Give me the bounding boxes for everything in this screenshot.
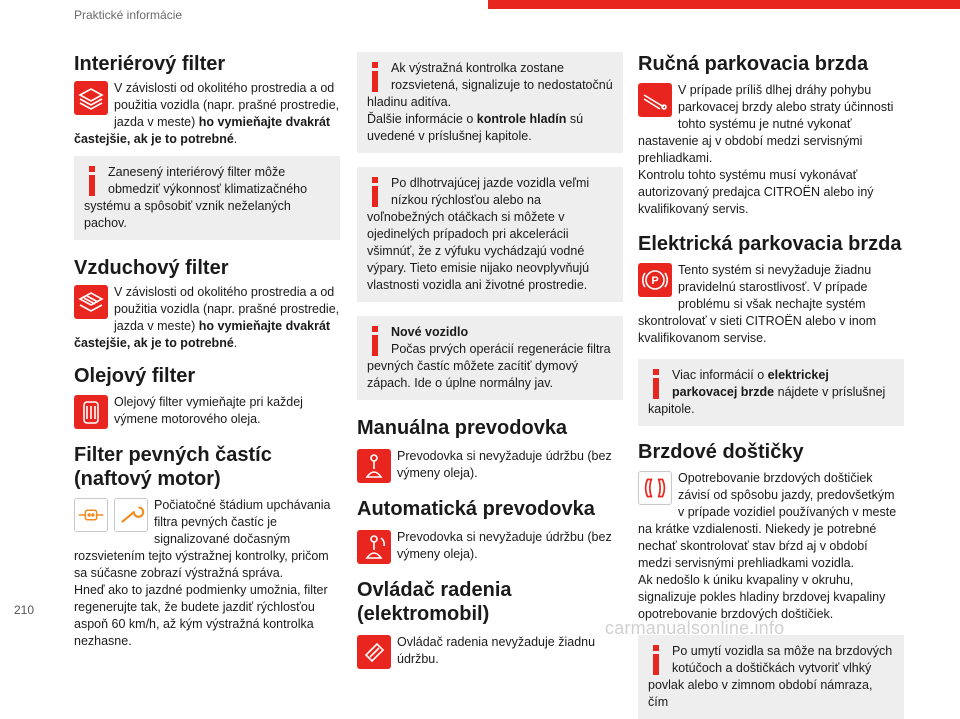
section-title-manual-gearbox: Manuálna prevodovka [357,417,568,439]
automatic-gearbox-text: Prevodovka si nevyžaduje údržbu (bez výmeny oleja). [397,530,612,561]
gear-selector-title-line2: (elektromobil) [357,603,490,625]
header-accent-bar [488,0,960,9]
wrench-icon [114,498,148,532]
section-title-air-filter: Vzduchový filter [74,257,229,279]
water-vapour-note [357,167,623,302]
gear-selector-paragraph [357,634,623,671]
section-title-electric-parking-brake: Elektrická parkovacia brzda [638,233,902,255]
info-icon [367,62,383,92]
manual-gearbox-text: Prevodovka si nevyžaduje údržbu (bez výmeny oleja). [397,449,612,480]
brake-pads-text-2: Ak nedošlo k úniku kvapaliny v okruhu, signalizuje pokles hladiny brzdovej kvapaliny opotrebovanie brzdových doštičiek. [638,573,886,621]
water-vapour-note-text: Po dlhotrvajúcej jazde vozidla veľmi nízkou rýchlosťou alebo na voľnobežných otáčkach si môžete v ojedinelých prípadoch pri akcelerácii všimnúť, že z výfuku vychádzajú vodné výpary. Tieto emisie nijako neovplyvňujú vlastnosti vozidla ani životné prostredie. [367,176,590,292]
cabin-filter-text-bold: ho vymieňajte dvakrát častejšie, ak je to potrebné [74,115,331,146]
particle-filter-title-line1: Filter pevných častíc [74,444,272,466]
info-icon [367,326,383,356]
electric-parking-brake-note [638,359,904,426]
particle-filter-text-1: Počiatočné štádium upchávania filtra pevných častíc je signalizované dočasným rozsvietením tejto výstražnej kontrolky, pričom sa súčasne zobrazí výstražná správa. [74,498,331,580]
additive-note-bold: kontrole hladín [476,112,567,126]
brake-pads-note-text: Po umytí vozidla sa môže na brzdových kotúčoch a doštičkách vytvoriť vlhký povlak alebo v zimnom období námraza, čím [648,644,893,709]
section-title-particle-filter [74,443,340,491]
additive-note-text: Ak výstražná kontrolka zostane rozsvietená, signalizuje to nedostatočnú hladinu aditíva. [367,61,613,109]
svg-text:P: P [651,275,659,287]
info-icon [84,166,100,196]
epb-note-bold: elektrickej parkovacej brzde [672,368,829,399]
electric-parking-brake-text: Tento systém si nevyžaduje žiadnu pravidelnú starostlivosť. V prípade problému si však nechajte systém skontrolovať v sieti CITROËN alebo v inom kvalifikovanom servise. [638,263,877,345]
particle-filter-paragraph [74,497,340,650]
handbrake-text-1: V prípade príliš dlhej dráhy pohybu parkovacej brzdy alebo straty účinnosti tohto systému je nutné vykonať nastavenie aj v období medzi servisnými prehliadkami. [638,83,894,165]
diesel-particle-filter-warning-icon [74,498,108,532]
new-vehicle-note [357,316,623,400]
particle-filter-title-line2: (naftový motor) [74,468,221,490]
new-vehicle-note-title: Nové vozidlo [391,325,469,339]
air-filter-text: V závislosti od okolitého prostredia a od použitia vozidla (napr. prašné prostredie, jazda v meste) [114,285,340,333]
cabin-filter-note-text: Zanesený interiérový filter môže obmedziť výkonnosť klimatizačného systému a spôsobiť vznik neželaných pachov. [84,165,308,230]
oil-filter-paragraph [74,394,340,431]
additive-note-more: Ďalšie informácie o [367,112,477,126]
cabin-filter-paragraph [74,80,340,148]
manual-gearbox-icon [357,449,391,483]
air-filter-text-bold: ho vymieňajte dvakrát častejšie, ak je to potrebné [74,319,331,350]
epb-note-text: Viac informácií o [672,368,768,382]
additive-level-note [357,52,623,153]
brake-pads-paragraph [638,470,904,623]
column-middle [357,52,623,671]
gear-selector-title-line1: Ovládač radenia [357,579,512,601]
gear-selector-text: Ovládač radenia nevyžaduje žiadnu údržbu. [397,635,596,666]
header-label: Praktické informácie [74,8,183,22]
electric-parking-brake-paragraph [638,262,904,347]
additive-note-end: sú uvedené v príslušnej kapitole. [367,112,584,143]
handbrake-text-2: Kontrolu tohto systému musí vykonávať autorizovaný predajca CITROËN alebo iný kvalifikovaný servis. [638,168,874,216]
gear-selector-icon [357,635,391,669]
watermark: carmanualsonline.info [605,618,785,638]
cabin-filter-icon [74,81,108,115]
section-title-gear-selector [357,578,623,626]
brake-pads-icon [638,471,672,505]
oil-filter-text: Olejový filter vymieňajte pri každej výmene motorového oleja. [114,395,303,426]
manual-gearbox-paragraph [357,448,623,485]
section-title-automatic-gearbox: Automatická prevodovka [357,498,595,520]
info-icon [648,369,664,399]
cabin-filter-note [74,156,340,240]
section-title-oil-filter: Olejový filter [74,365,196,387]
handbrake-paragraph [638,82,904,218]
automatic-gearbox-icon [357,530,391,564]
brake-pads-note [638,635,904,719]
particle-filter-text-2: Hneď ako to jazdné podmienky umožnia, filter regenerujte tak, že budete jazdiť rýchlosťou aspoň 60 km/h, až kým výstražná kontrolka nezhasne. [74,583,328,648]
info-icon [367,177,383,207]
info-icon [648,645,664,675]
epb-note-end: nájdete v príslušnej kapitole. [648,385,886,416]
cabin-filter-text-end: . [233,132,238,146]
air-filter-text-end: . [233,336,238,350]
section-title-cabin-filter: Interiérový filter [74,53,226,75]
page-number: 210 [14,603,35,617]
section-title-brake-pads: Brzdové doštičky [638,441,804,463]
new-vehicle-note-text: Počas prvých operácií regenerácie filtra pevných častíc môžete zacítiť dymový zápach. Ide o úplne normálny jav. [367,342,611,390]
cabin-filter-text: V závislosti od okolitého prostredia a od použitia vozidla (napr. prašné prostredie, jazda v meste) [114,81,340,129]
section-title-handbrake: Ručná parkovacia brzda [638,53,869,75]
brake-pads-text-1: Opotrebovanie brzdových doštičiek závisí od spôsobu jazdy, predovšetkým v prípade vozidiel používaných v meste na krátke vzdialenosti. Niekedy je potrebné nechať skontrolovať stav bŕzd aj v období medzi servisnými prehliadkami vozidla. [638,471,897,570]
air-filter-icon [74,285,108,319]
electric-parking-brake-icon [638,263,672,297]
oil-filter-icon [74,395,108,429]
air-filter-paragraph [74,284,340,352]
automatic-gearbox-paragraph [357,529,623,566]
column-left [74,52,340,650]
handbrake-icon [638,83,672,117]
